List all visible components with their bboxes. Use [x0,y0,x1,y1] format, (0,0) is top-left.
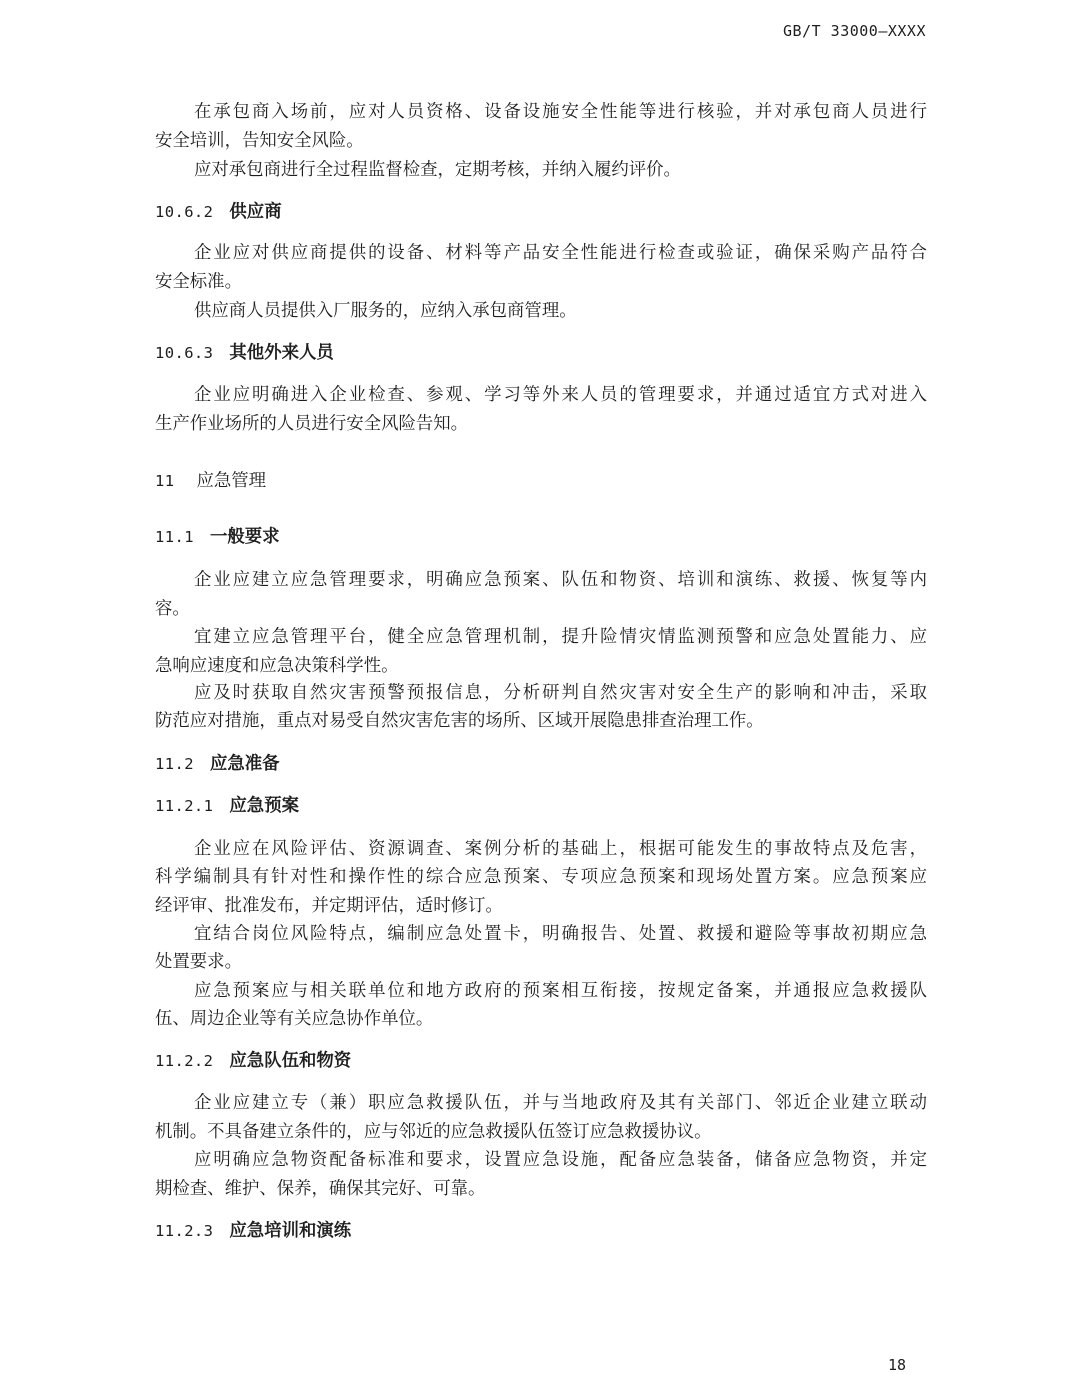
paragraph-line: 在承包商入场前，应对人员资格、设备设施安全性能等进行核验，并对承包商人员进行 [194,102,927,122]
paragraph-line: 处置要求。 [155,952,242,972]
paragraph-line: 应对承包商进行全过程监督检查，定期考核，并纳入履约评价。 [194,160,681,180]
section-heading-11-1 [155,522,280,552]
section-title: 应急预案 [229,796,299,816]
section-heading-11-2-3 [155,1216,351,1246]
chapter-title: 应急管理 [196,471,267,491]
paragraph-line: 经评审、批准发布，并定期评估，适时修订。 [155,896,503,916]
section-number: 10.6.2 [155,203,214,221]
paragraph-line: 企业应明确进入企业检查、参观、学习等外来人员的管理要求，并通过适宜方式对进入 [194,385,927,405]
chapter-number: 11 [155,472,175,490]
section-number: 11.2.2 [155,1052,214,1070]
paragraph-line: 宜建立应急管理平台，健全应急管理机制，提升险情灾情监测预警和应急处置能力、应 [194,627,927,647]
paragraph-line: 安全培训，告知安全风险。 [155,131,364,151]
paragraph-line: 宜结合岗位风险特点，编制应急处置卡，明确报告、处置、救援和避险等事故初期应急 [194,924,927,944]
section-heading-10-6-2 [155,197,282,227]
section-number: 10.6.3 [155,344,214,362]
chapter-heading-11 [155,466,266,496]
section-heading-11-2-1 [155,791,299,821]
section-heading-10-6-3 [155,338,334,368]
paragraph-line: 伍、周边企业等有关应急协作单位。 [155,1009,434,1029]
section-number: 11.2.1 [155,797,214,815]
section-number: 11.2 [155,755,194,773]
paragraph-line: 应及时获取自然灾害预警预报信息，分析研判自然灾害对安全生产的影响和冲击，采取 [194,683,927,703]
document-code: GB/T 33000—XXXX [783,22,926,40]
paragraph-line: 安全标准。 [155,272,242,292]
section-title: 应急培训和演练 [229,1221,352,1241]
paragraph-line: 期检查、维护、保养，确保其完好、可靠。 [155,1179,486,1199]
section-title: 其他外来人员 [229,343,334,363]
section-number: 11.2.3 [155,1222,214,1240]
section-title: 一般要求 [209,527,280,547]
paragraph-line: 供应商人员提供入厂服务的，应纳入承包商管理。 [194,301,577,321]
paragraph-line: 生产作业场所的人员进行安全风险告知。 [155,414,469,434]
paragraph-line: 应急预案应与相关联单位和地方政府的预案相互衔接，按规定备案，并通报应急救援队 [194,981,927,1001]
section-title: 应急准备 [209,754,280,774]
paragraph-line: 企业应建立专（兼）职应急救援队伍，并与当地政府及其有关部门、邻近企业建立联动 [194,1093,927,1113]
paragraph-line: 应明确应急物资配备标准和要求，设置应急设施，配备应急装备，储备应急物资，并定 [194,1150,927,1170]
paragraph-line: 科学编制具有针对性和操作性的综合应急预案、专项应急预案和现场处置方案。应急预案应 [155,867,927,887]
paragraph-line: 容。 [155,599,190,619]
page-number: 18 [888,1356,907,1374]
section-heading-11-2 [155,749,280,779]
section-heading-11-2-2 [155,1046,351,1076]
paragraph-line: 机制。不具备建立条件的，应与邻近的应急救援队伍签订应急救援协议。 [155,1122,712,1142]
paragraph-line: 企业应对供应商提供的设备、材料等产品安全性能进行检查或验证，确保采购产品符合 [194,243,927,263]
section-title: 应急队伍和物资 [229,1051,352,1071]
paragraph-line: 企业应在风险评估、资源调查、案例分析的基础上，根据可能发生的事故特点及危害， [194,839,927,859]
section-title: 供应商 [229,202,282,222]
paragraph-line: 防范应对措施，重点对易受自然灾害危害的场所、区域开展隐患排查治理工作。 [155,711,764,731]
paragraph-line: 急响应速度和应急决策科学性。 [155,656,399,676]
paragraph-line: 企业应建立应急管理要求，明确应急预案、队伍和物资、培训和演练、救援、恢复等内 [194,570,927,590]
section-number: 11.1 [155,528,194,546]
